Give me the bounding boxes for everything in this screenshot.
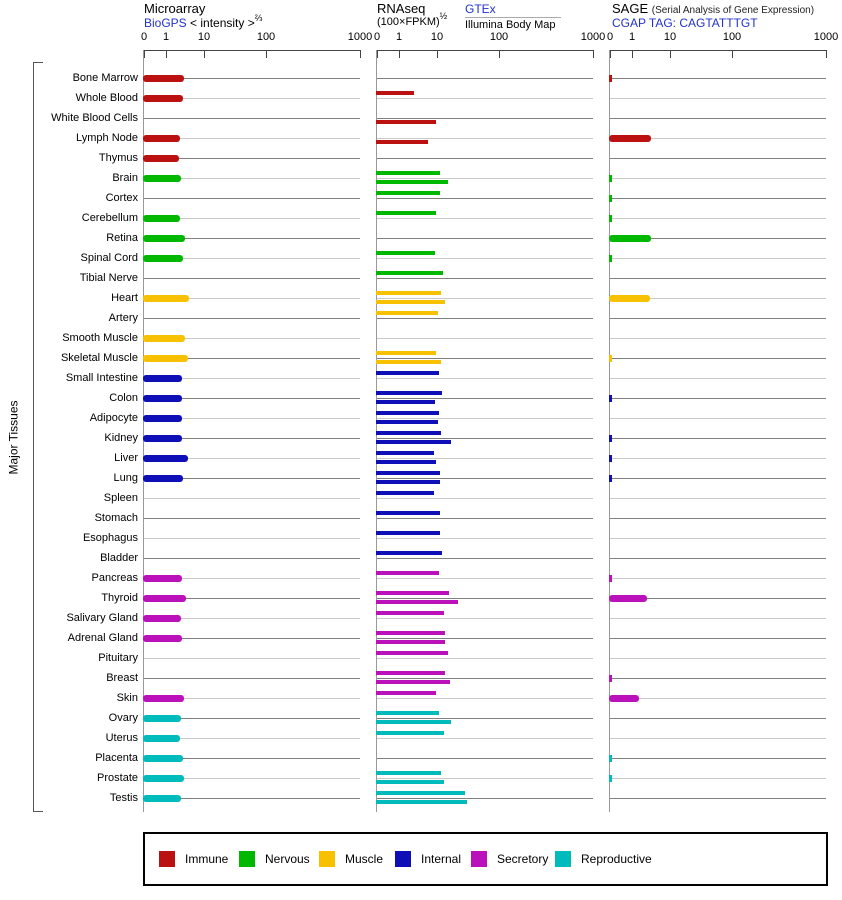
track-line (377, 478, 593, 479)
secretory-color-swatch (471, 851, 487, 867)
bar-microarray (143, 595, 186, 602)
track-line (377, 598, 593, 599)
track-line (377, 238, 593, 239)
tissue-label: Lung (113, 472, 138, 484)
bar-rnaseq-illumina (376, 120, 436, 124)
tissue-label: Artery (108, 312, 138, 324)
bar-microarray (143, 475, 183, 482)
track-line (610, 418, 826, 419)
gtex-link[interactable]: GTEx (465, 2, 496, 16)
bar-rnaseq-gtex (376, 311, 438, 315)
track-line (610, 378, 826, 379)
tissue-label: Bladder (100, 552, 138, 564)
bar-microarray (143, 695, 184, 702)
bar-rnaseq-illumina (376, 780, 444, 784)
track-line (610, 218, 826, 219)
axis-tick-label: 0 (373, 31, 381, 43)
bar-rnaseq-gtex (376, 711, 439, 715)
bar-rnaseq-gtex (376, 551, 442, 555)
track-line (610, 798, 826, 799)
tissue-label: Spinal Cord (80, 252, 138, 264)
rnaseq-axis-note: (100×FPKM) (377, 16, 440, 28)
bar-microarray (143, 435, 182, 442)
axis-tick (610, 50, 611, 58)
bar-microarray (143, 415, 182, 422)
bar-rnaseq-gtex (376, 611, 444, 615)
bar-microarray (143, 395, 182, 402)
axis-tick (266, 50, 267, 58)
bar-rnaseq-illumina (376, 460, 436, 464)
track-line (144, 678, 360, 679)
microarray-axis-exponent: ⅔ (254, 13, 263, 23)
tissue-label: Esophagus (82, 532, 138, 544)
bar-sage (609, 675, 612, 682)
track-line (610, 258, 826, 259)
axis-tick-label: 10 (430, 31, 444, 43)
track-line (377, 138, 593, 139)
track-line (610, 458, 826, 459)
track-line (377, 78, 593, 79)
bar-microarray (143, 635, 182, 642)
bar-sage (609, 295, 650, 302)
axis-line (610, 50, 826, 51)
bar-rnaseq-gtex (376, 771, 441, 775)
track-line (377, 298, 593, 299)
tissue-label: Lymph Node (76, 132, 138, 144)
axis-tick (204, 50, 205, 58)
bar-rnaseq-gtex (376, 511, 440, 515)
bar-microarray (143, 95, 183, 102)
bar-rnaseq-gtex (376, 731, 444, 735)
track-line (610, 478, 826, 479)
bar-rnaseq-illumina (376, 360, 441, 364)
bar-rnaseq-gtex (376, 471, 440, 475)
axis-tick (593, 50, 594, 58)
tissue-label: Liver (114, 452, 138, 464)
tissue-label: Uterus (105, 732, 138, 744)
axis-tick (377, 50, 378, 58)
immune-color-swatch (159, 851, 175, 867)
axis-tick (437, 50, 438, 58)
bar-rnaseq-illumina (376, 640, 445, 644)
track-line (377, 338, 593, 339)
track-line (610, 118, 826, 119)
bar-rnaseq-gtex (376, 371, 439, 375)
track-line (377, 618, 593, 619)
track-line (610, 698, 826, 699)
tissue-label: Thyroid (101, 592, 138, 604)
axis-tick-label: 1 (628, 31, 636, 43)
bar-microarray (143, 735, 180, 742)
bar-rnaseq-gtex (376, 451, 434, 455)
track-line (144, 318, 360, 319)
track-line (610, 438, 826, 439)
track-line (377, 538, 593, 539)
legend-label: Reproductive (581, 852, 652, 866)
axis-tick-label: 1 (162, 31, 170, 43)
bar-sage (609, 475, 612, 482)
legend-label: Secretory (497, 852, 549, 866)
bar-sage (609, 215, 612, 222)
tissue-label: Adrenal Gland (67, 632, 138, 644)
track-line (610, 658, 826, 659)
bar-microarray (143, 455, 188, 462)
bar-microarray (143, 755, 183, 762)
cgap-tag-link[interactable]: CGAP TAG: CAGTATTTGT (612, 16, 758, 30)
axis-line (144, 50, 360, 51)
illumina-body-map-label: Illumina Body Map (465, 19, 556, 31)
track-line (610, 618, 826, 619)
track-line (377, 258, 593, 259)
tissue-label: Spleen (103, 492, 138, 504)
track-line (377, 378, 593, 379)
track-line (377, 398, 593, 399)
muscle-color-swatch (319, 851, 335, 867)
track-line (377, 438, 593, 439)
track-line (610, 278, 826, 279)
legend (143, 832, 828, 886)
track-line (610, 678, 826, 679)
bar-rnaseq-gtex (376, 431, 441, 435)
track-line (377, 658, 593, 659)
tissue-label: Bone Marrow (72, 72, 138, 84)
major-tissues-axis-label: Major Tissues (6, 400, 21, 475)
bar-sage (609, 695, 639, 702)
bar-sage (609, 775, 612, 782)
track-line (377, 738, 593, 739)
axis-tick-label: 1000 (813, 31, 839, 43)
track-line (610, 638, 826, 639)
bar-microarray (143, 295, 189, 302)
bar-microarray (143, 775, 184, 782)
tissue-label: Tibial Nerve (79, 272, 138, 284)
bar-sage (609, 195, 612, 202)
tissue-label: Kidney (104, 432, 138, 444)
track-line (610, 158, 826, 159)
tissue-label: Skeletal Muscle (60, 352, 138, 364)
microarray-title: Microarray (144, 1, 206, 16)
bar-sage (609, 595, 647, 602)
bar-microarray (143, 135, 180, 142)
tissue-label: Thymus (98, 152, 138, 164)
tissue-bracket-bottom (33, 811, 43, 812)
biogps-link[interactable]: BioGPS (144, 16, 187, 30)
bar-sage (609, 435, 612, 442)
axis-tick-label: 100 (256, 31, 276, 43)
track-line (377, 798, 593, 799)
legend-label: Muscle (345, 852, 384, 866)
bar-rnaseq-gtex (376, 351, 436, 355)
track-line (144, 518, 360, 519)
bar-rnaseq-gtex (376, 211, 436, 215)
tissue-label: Prostate (97, 772, 138, 784)
track-line (610, 178, 826, 179)
tissue-label: Stomach (94, 512, 138, 524)
axis-tick-label: 10 (197, 31, 211, 43)
bar-rnaseq-gtex (376, 391, 442, 395)
bar-sage (609, 235, 651, 242)
bar-rnaseq-gtex (376, 271, 443, 275)
legend-label: Nervous (265, 852, 310, 866)
track-line (144, 498, 360, 499)
track-line (377, 98, 593, 99)
bar-sage (609, 455, 612, 462)
bar-microarray (143, 75, 184, 82)
track-line (610, 358, 826, 359)
legend-label: Internal (421, 852, 462, 866)
legend-label: Immune (185, 852, 229, 866)
bar-rnaseq-gtex (376, 531, 440, 535)
axis-tick-label: 10 (663, 31, 677, 43)
bar-rnaseq-gtex (376, 571, 439, 575)
bar-rnaseq-illumina (376, 140, 428, 144)
track-line (610, 318, 826, 319)
bar-microarray (143, 355, 188, 362)
axis-tick-label: 0 (140, 31, 148, 43)
tissue-label: Smooth Muscle (62, 332, 138, 344)
tissue-label: Skin (116, 692, 138, 704)
tissue-label: Salivary Gland (66, 612, 138, 624)
tissue-label: Adipocyte (89, 412, 138, 424)
bar-rnaseq-gtex (376, 691, 436, 695)
track-line (377, 778, 593, 779)
tissue-label: Breast (106, 672, 138, 684)
tissue-label: Ovary (108, 712, 138, 724)
bar-rnaseq-illumina (376, 480, 440, 484)
reproductive-color-swatch (555, 851, 571, 867)
rnaseq-header (377, 1, 447, 28)
track-line (610, 738, 826, 739)
bar-rnaseq-gtex (376, 591, 449, 595)
sage-title: SAGE (612, 1, 649, 16)
tissue-label: White Blood Cells (51, 112, 138, 124)
axis-tick (499, 50, 500, 58)
microarray-axis-note: < intensity > (190, 16, 255, 30)
bar-sage (609, 395, 612, 402)
track-line (144, 118, 360, 119)
tissue-label: Testis (109, 792, 138, 804)
rnaseq-source-divider (465, 17, 561, 18)
tissue-label: Placenta (95, 752, 138, 764)
track-line (377, 578, 593, 579)
bar-rnaseq-gtex (376, 91, 414, 95)
axis-tick (166, 50, 167, 58)
bar-rnaseq-illumina (376, 800, 467, 804)
bar-sage (609, 355, 612, 362)
track-line (377, 518, 593, 519)
bar-microarray (143, 715, 181, 722)
bar-rnaseq-gtex (376, 291, 441, 295)
track-line (144, 278, 360, 279)
tissue-label: Cortex (105, 192, 138, 204)
tissue-bracket-top (33, 62, 43, 63)
axis-tick (399, 50, 400, 58)
track-line (377, 178, 593, 179)
bar-microarray (143, 175, 181, 182)
track-line (610, 718, 826, 719)
track-line (610, 558, 826, 559)
bar-rnaseq-gtex (376, 251, 435, 255)
track-line (377, 498, 593, 499)
track-line (610, 758, 826, 759)
bar-microarray (143, 575, 182, 582)
bar-rnaseq-gtex (376, 191, 440, 195)
track-line (144, 658, 360, 659)
track-line (610, 498, 826, 499)
internal-color-swatch (395, 851, 411, 867)
bar-sage (609, 255, 612, 262)
bar-rnaseq-illumina (376, 720, 451, 724)
track-line (377, 558, 593, 559)
axis-tick (360, 50, 361, 58)
bar-rnaseq-illumina (376, 420, 438, 424)
sage-title-note: (Serial Analysis of Gene Expression) (651, 5, 815, 16)
track-line (610, 98, 826, 99)
axis-tick (732, 50, 733, 58)
axis-tick-label: 1000 (580, 31, 606, 43)
axis-tick (632, 50, 633, 58)
bar-sage (609, 755, 612, 762)
bar-microarray (143, 255, 183, 262)
tissue-label: Heart (111, 292, 138, 304)
track-line (377, 718, 593, 719)
axis-tick-label: 1000 (347, 31, 373, 43)
axis-tick-label: 0 (606, 31, 614, 43)
axis-line (377, 50, 593, 51)
track-line (144, 558, 360, 559)
axis-tick-label: 1 (395, 31, 403, 43)
track-line (377, 218, 593, 219)
track-line (610, 398, 826, 399)
bar-microarray (143, 215, 180, 222)
track-line (610, 198, 826, 199)
bar-sage (609, 575, 612, 582)
track-line (610, 538, 826, 539)
tissue-label: Cerebellum (81, 212, 138, 224)
tissue-label: Small Intestine (65, 372, 138, 384)
rnaseq-title: RNAseq (377, 1, 426, 16)
bar-microarray (143, 795, 181, 802)
track-line (377, 318, 593, 319)
track-line (377, 198, 593, 199)
track-line (610, 778, 826, 779)
axis-tick-label: 100 (722, 31, 742, 43)
bar-rnaseq-gtex (376, 651, 448, 655)
track-line (610, 578, 826, 579)
bar-sage (609, 75, 612, 82)
track-line (377, 418, 593, 419)
axis-tick (144, 50, 145, 58)
nervous-color-swatch (239, 851, 255, 867)
track-line (610, 338, 826, 339)
track-line (377, 158, 593, 159)
bar-rnaseq-gtex (376, 631, 445, 635)
bar-rnaseq-illumina (376, 400, 435, 404)
bar-microarray (143, 155, 179, 162)
track-line (377, 358, 593, 359)
track-line (377, 278, 593, 279)
tissue-label: Retina (106, 232, 138, 244)
track-line (377, 678, 593, 679)
bar-rnaseq-illumina (376, 300, 445, 304)
axis-tick-label: 100 (489, 31, 509, 43)
rnaseq-axis-exponent: ½ (439, 11, 448, 21)
track-line (610, 78, 826, 79)
bar-rnaseq-illumina (376, 600, 458, 604)
track-line (377, 638, 593, 639)
bar-rnaseq-gtex (376, 491, 434, 495)
tissue-label: Pituitary (98, 652, 138, 664)
rnaseq-sources (465, 2, 561, 31)
sage-header (612, 1, 814, 30)
bar-rnaseq-gtex (376, 671, 445, 675)
track-line (377, 458, 593, 459)
tissue-label: Brain (112, 172, 138, 184)
bar-microarray (143, 375, 182, 382)
axis-tick (826, 50, 827, 58)
track-line (377, 758, 593, 759)
track-line (144, 198, 360, 199)
bar-sage (609, 135, 651, 142)
bar-rnaseq-illumina (376, 440, 451, 444)
bar-rnaseq-illumina (376, 680, 450, 684)
bar-rnaseq-gtex (376, 171, 440, 175)
tissue-label: Colon (109, 392, 138, 404)
bar-sage (609, 175, 612, 182)
tissue-label: Pancreas (91, 572, 138, 584)
microarray-header (144, 1, 262, 30)
tissue-label: Whole Blood (75, 92, 138, 104)
axis-tick (670, 50, 671, 58)
bar-rnaseq-gtex (376, 411, 439, 415)
bar-microarray (143, 335, 185, 342)
track-line (377, 698, 593, 699)
bar-microarray (143, 235, 185, 242)
track-line (610, 518, 826, 519)
track-line (144, 538, 360, 539)
bar-microarray (143, 615, 181, 622)
track-line (377, 118, 593, 119)
bar-rnaseq-illumina (376, 180, 448, 184)
bar-rnaseq-gtex (376, 791, 465, 795)
